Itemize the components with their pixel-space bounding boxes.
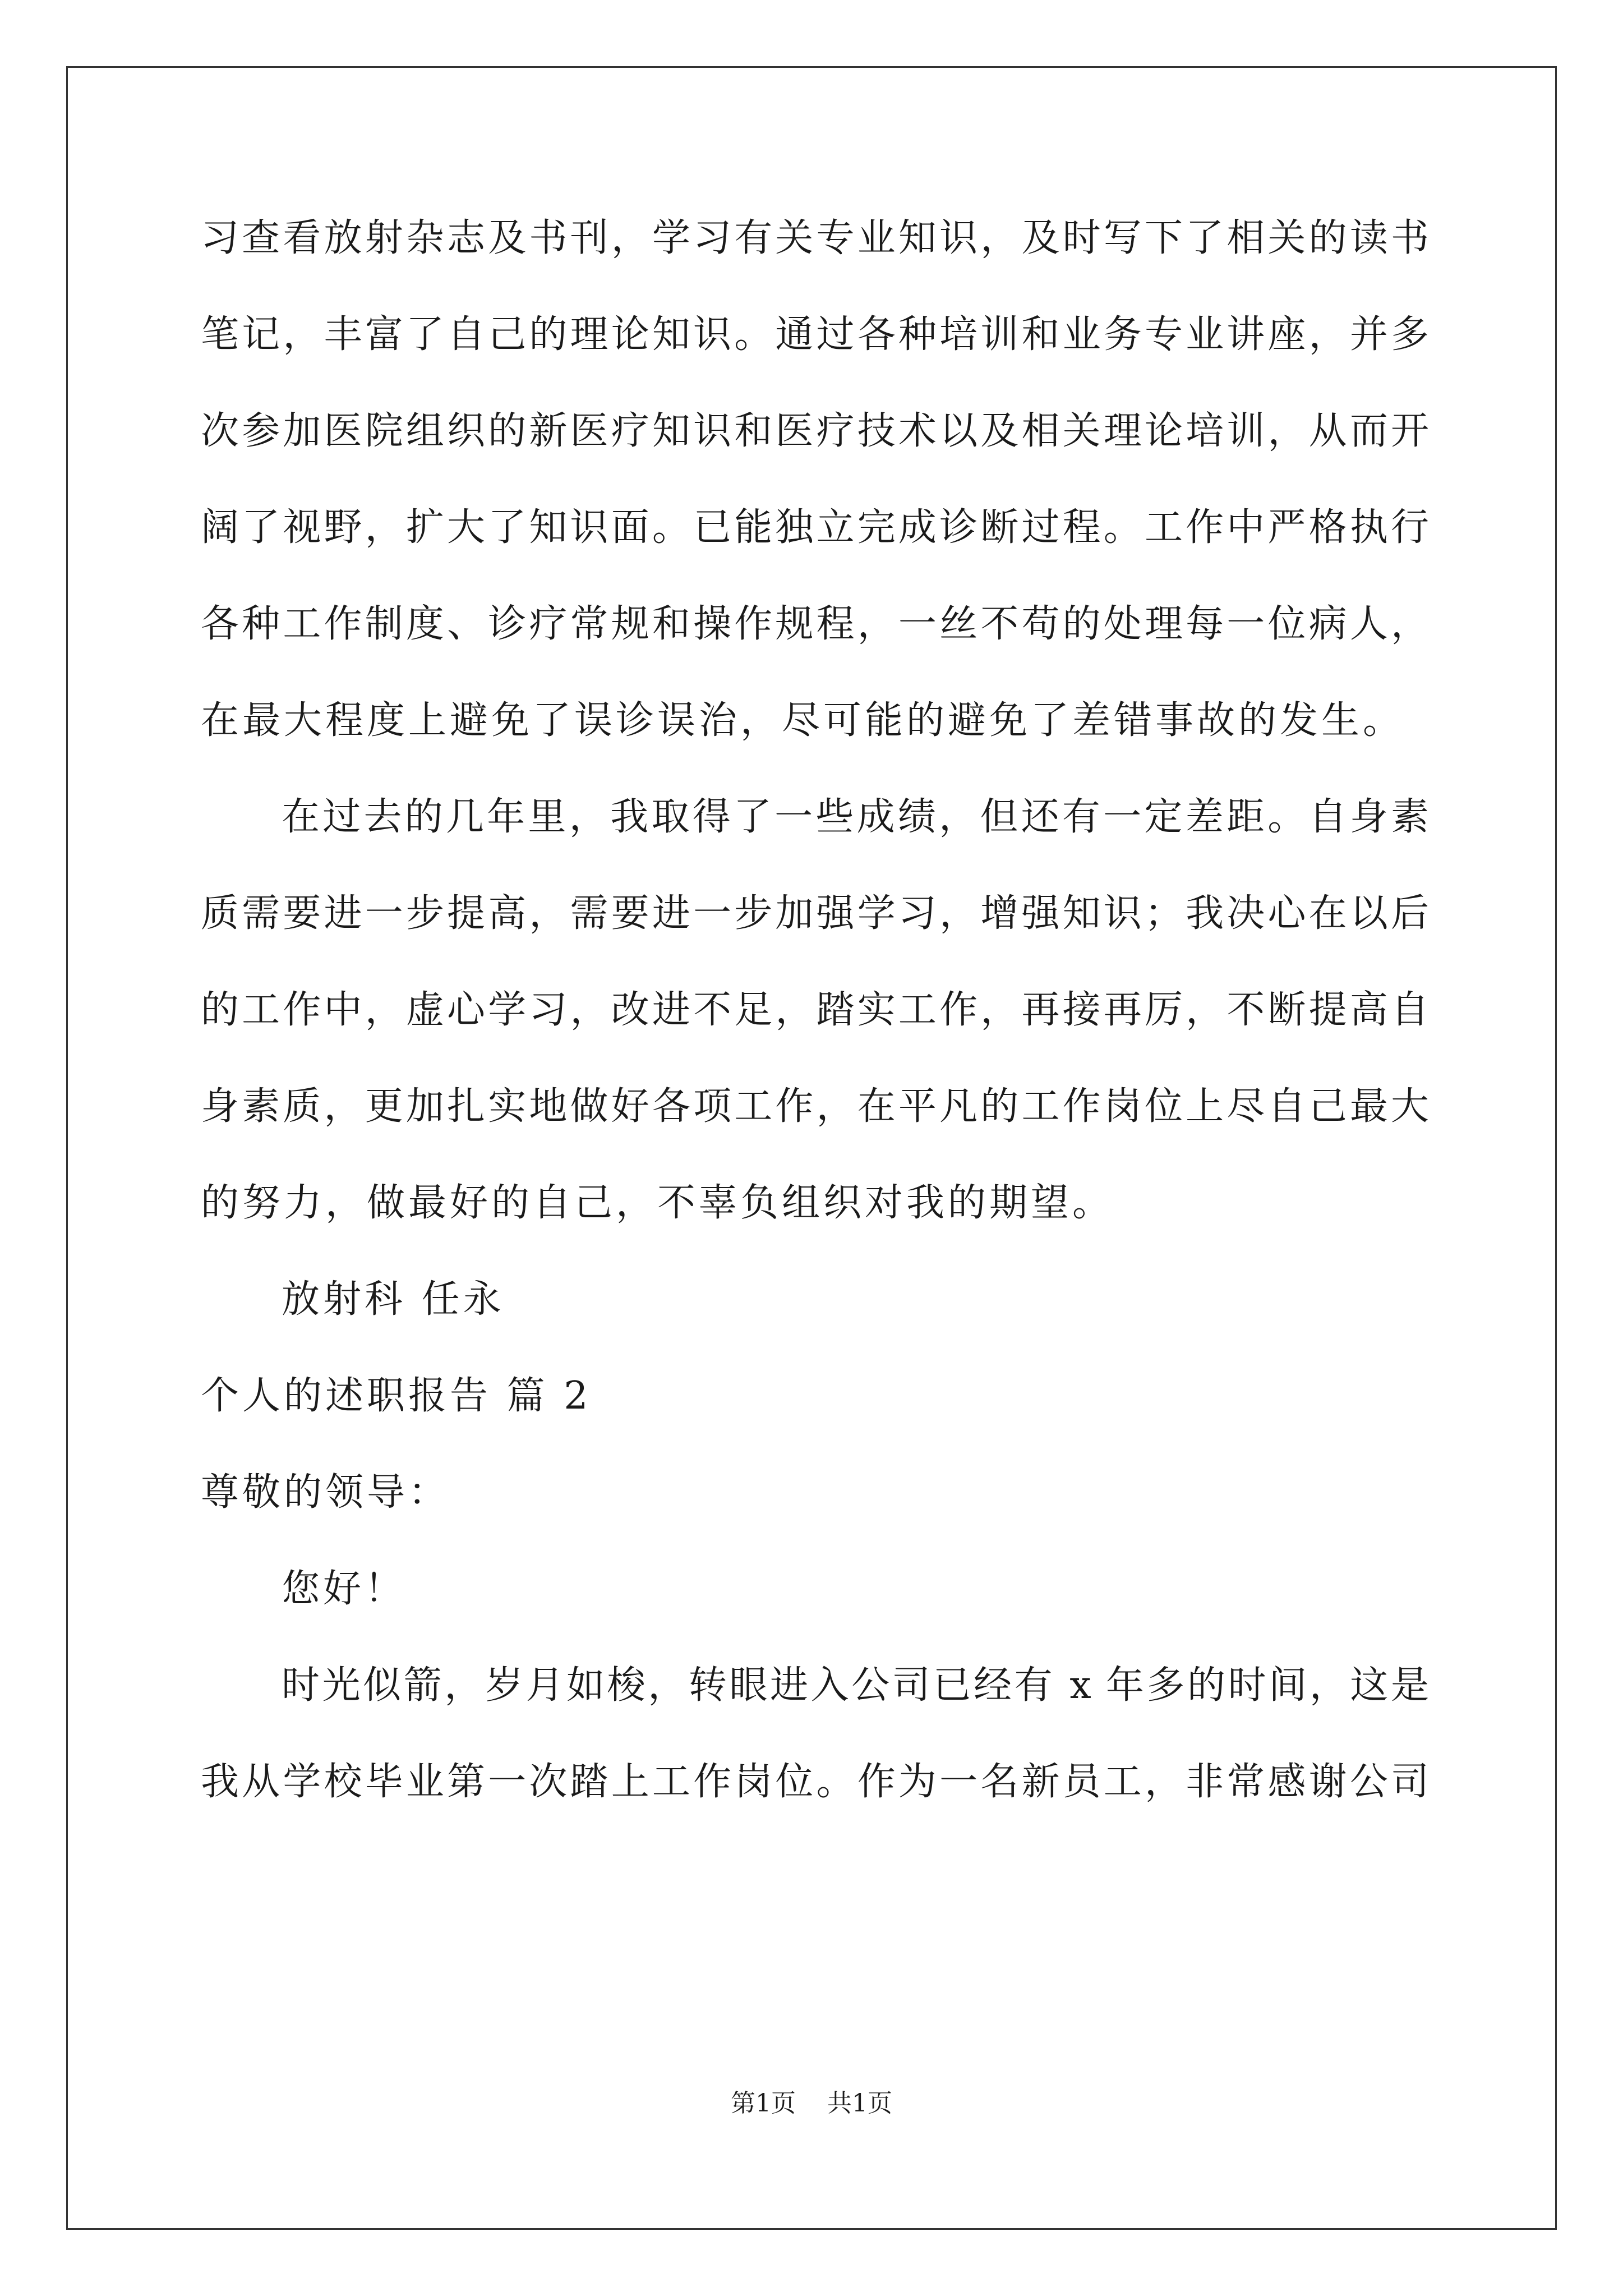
paragraph-line: 质需要进一步提高，需要进一步加强学习，增强知识；我决心在以后	[201, 891, 1429, 936]
paragraph-line: 在过去的几年里，我取得了一些成绩，但还有一定差距。自身素	[282, 795, 1429, 839]
paragraph-line: 身素质，更加扎实地做好各项工作，在平凡的工作岗位上尽自己最大	[201, 1084, 1429, 1129]
paragraph-line: 笔记，丰富了自己的理论知识。通过各种培训和业务专业讲座，并多	[201, 312, 1429, 357]
greeting: 您好！	[282, 1567, 407, 1611]
section-heading: 个人的述职报告 篇 2	[201, 1374, 592, 1418]
paragraph-line: 阔了视野，扩大了知识面。已能独立完成诊断过程。工作中严格执行	[201, 505, 1429, 550]
paragraph-line: 各种工作制度、诊疗常规和操作规程，一丝不苟的处理每一位病人，	[201, 602, 1429, 646]
page-footer: 第1页 共1页	[731, 2089, 892, 2118]
paragraph-line: 的努力，做最好的自己，不辜负组织对我的期望。	[201, 1181, 1114, 1225]
paragraph-line: 我从学校毕业第一次踏上工作岗位。作为一名新员工，非常感谢公司	[201, 1760, 1429, 1804]
paragraph-line: 次参加医院组织的新医疗知识和医疗技术以及相关理论培训，从而开	[201, 409, 1429, 453]
paragraph-line: 时光似箭，岁月如梭，转眼进入公司已经有 x 年多的时间，这是	[282, 1663, 1429, 1708]
paragraph-line: 在最大程度上避免了误诊误治，尽可能的避免了差错事故的发生。	[201, 698, 1405, 743]
signature-line: 放射科 任永	[282, 1277, 505, 1322]
paragraph-line: 习查看放射杂志及书刊，学习有关专业知识，及时写下了相关的读书	[201, 216, 1429, 260]
salutation: 尊敬的领导：	[201, 1470, 450, 1515]
paragraph-line: 的工作中，虚心学习，改进不足，踏实工作，再接再厉，不断提高自	[201, 988, 1429, 1032]
page-border	[66, 66, 1557, 2230]
